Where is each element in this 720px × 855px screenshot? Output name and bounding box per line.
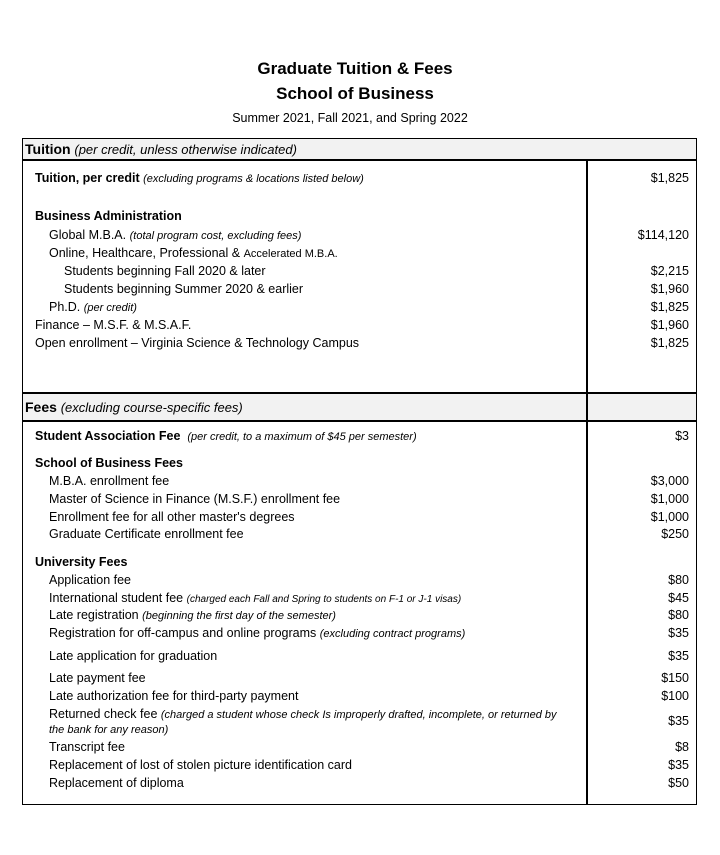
row-amount: $35	[668, 714, 689, 728]
row-label: M.B.A. enrollment fee	[49, 474, 170, 488]
row-label: Returned check fee (charged a student whose check Is improperly drafted, incomplete, or returned by	[49, 707, 557, 721]
table-row	[0, 527, 720, 545]
table-row	[0, 456, 720, 474]
row-label: Registration for off-campus and online programs (excluding contract programs)	[49, 626, 466, 640]
table-row	[0, 510, 720, 528]
table-row	[0, 608, 720, 626]
row-amount: $3	[675, 429, 689, 443]
row-amount: $1,825	[650, 300, 689, 314]
row-amount: $35	[668, 758, 689, 772]
row-label: Replacement of lost of stolen picture identification card	[49, 758, 352, 772]
table-row	[0, 282, 720, 300]
fees-section-header	[25, 399, 243, 415]
row-amount: $8	[675, 740, 689, 754]
table-row	[0, 264, 720, 282]
row-label: Finance – M.S.F. & M.S.A.F.	[35, 318, 192, 332]
row-amount: $100	[661, 689, 689, 703]
table-row	[0, 246, 720, 264]
row-label-continued: the bank for any reason)	[49, 724, 169, 736]
divider	[22, 392, 697, 394]
row-amount: $1,960	[650, 282, 689, 296]
row-label: Tuition, per credit (excluding programs & locations listed below)	[35, 171, 364, 185]
row-label: Students beginning Summer 2020 & earlier	[64, 282, 304, 296]
table-row	[0, 649, 720, 667]
row-label: Late authorization fee for third-party payment	[49, 689, 299, 703]
row-label: Student Association Fee (per credit, to a maximum of $45 per semester)	[35, 429, 417, 443]
row-label: Graduate Certificate enrollment fee	[49, 527, 244, 541]
fees-header-label: Fees	[25, 399, 57, 415]
table-row	[0, 336, 720, 354]
row-amount: $1,825	[650, 336, 689, 350]
row-amount: $1,960	[650, 318, 689, 332]
row-amount: $3,000	[650, 474, 689, 488]
table-row	[0, 573, 720, 591]
table-row	[0, 626, 720, 644]
table-row	[0, 740, 720, 758]
fees-header-note: (excluding course-specific fees)	[60, 400, 243, 415]
table-row	[0, 171, 720, 189]
row-amount: $35	[668, 626, 689, 640]
row-amount: $50	[668, 776, 689, 790]
row-amount: $1,000	[650, 510, 689, 524]
section-heading: School of Business Fees	[35, 456, 183, 470]
row-label: Late payment fee	[49, 671, 146, 685]
page-subtitle-school: School of Business	[276, 84, 434, 103]
row-label: Open enrollment – Virginia Science & Technology Campus	[35, 336, 360, 350]
section-heading: Business Administration	[35, 209, 182, 223]
table-row	[0, 209, 720, 227]
row-label: Master of Science in Finance (M.S.F.) enrollment fee	[49, 492, 341, 506]
row-amount: $80	[668, 573, 689, 587]
row-amount: $35	[668, 649, 689, 663]
row-label: International student fee (charged each Fall and Spring to students on F-1 or J-1 visas)	[49, 591, 462, 605]
row-amount: $150	[661, 671, 689, 685]
row-label: Late application for graduation	[49, 649, 218, 663]
table-row	[0, 492, 720, 510]
table-row	[0, 671, 720, 689]
row-label: Transcript fee	[49, 740, 125, 754]
tuition-header-label: Tuition	[25, 141, 71, 157]
row-label: Online, Healthcare, Professional & Accelerated M.B.A.	[49, 246, 338, 260]
row-amount: $80	[668, 608, 689, 622]
divider	[22, 159, 697, 161]
row-label: Global M.B.A. (total program cost, excluding fees)	[49, 228, 302, 242]
table-row	[0, 474, 720, 492]
row-amount: $45	[668, 591, 689, 605]
tuition-section-header	[25, 141, 297, 157]
table-row	[0, 689, 720, 707]
table-row	[0, 776, 720, 794]
row-amount: $250	[661, 527, 689, 541]
row-label: Replacement of diploma	[49, 776, 184, 790]
section-heading: University Fees	[35, 555, 128, 569]
table-row	[0, 429, 720, 447]
row-amount: $2,215	[650, 264, 689, 278]
table-row	[0, 591, 720, 609]
row-label: Enrollment fee for all other master's degrees	[49, 510, 295, 524]
tuition-header-note: (per credit, unless otherwise indicated)	[74, 142, 297, 157]
table-row	[0, 758, 720, 776]
table-row	[0, 300, 720, 318]
term-subtitle: Summer 2021, Fall 2021, and Spring 2022	[232, 111, 468, 125]
row-amount: $114,120	[637, 228, 689, 242]
row-amount: $1,825	[650, 171, 689, 185]
row-label: Ph.D. (per credit)	[49, 300, 137, 314]
row-label: Late registration (beginning the first day of the semester)	[49, 608, 336, 622]
table-row	[0, 228, 720, 246]
page-title: Graduate Tuition & Fees	[257, 59, 453, 78]
table-row	[0, 318, 720, 336]
table-row	[0, 555, 720, 573]
row-label: Students beginning Fall 2020 & later	[64, 264, 266, 278]
row-label: Application fee	[49, 573, 132, 587]
divider	[22, 420, 697, 422]
row-amount: $1,000	[650, 492, 689, 506]
